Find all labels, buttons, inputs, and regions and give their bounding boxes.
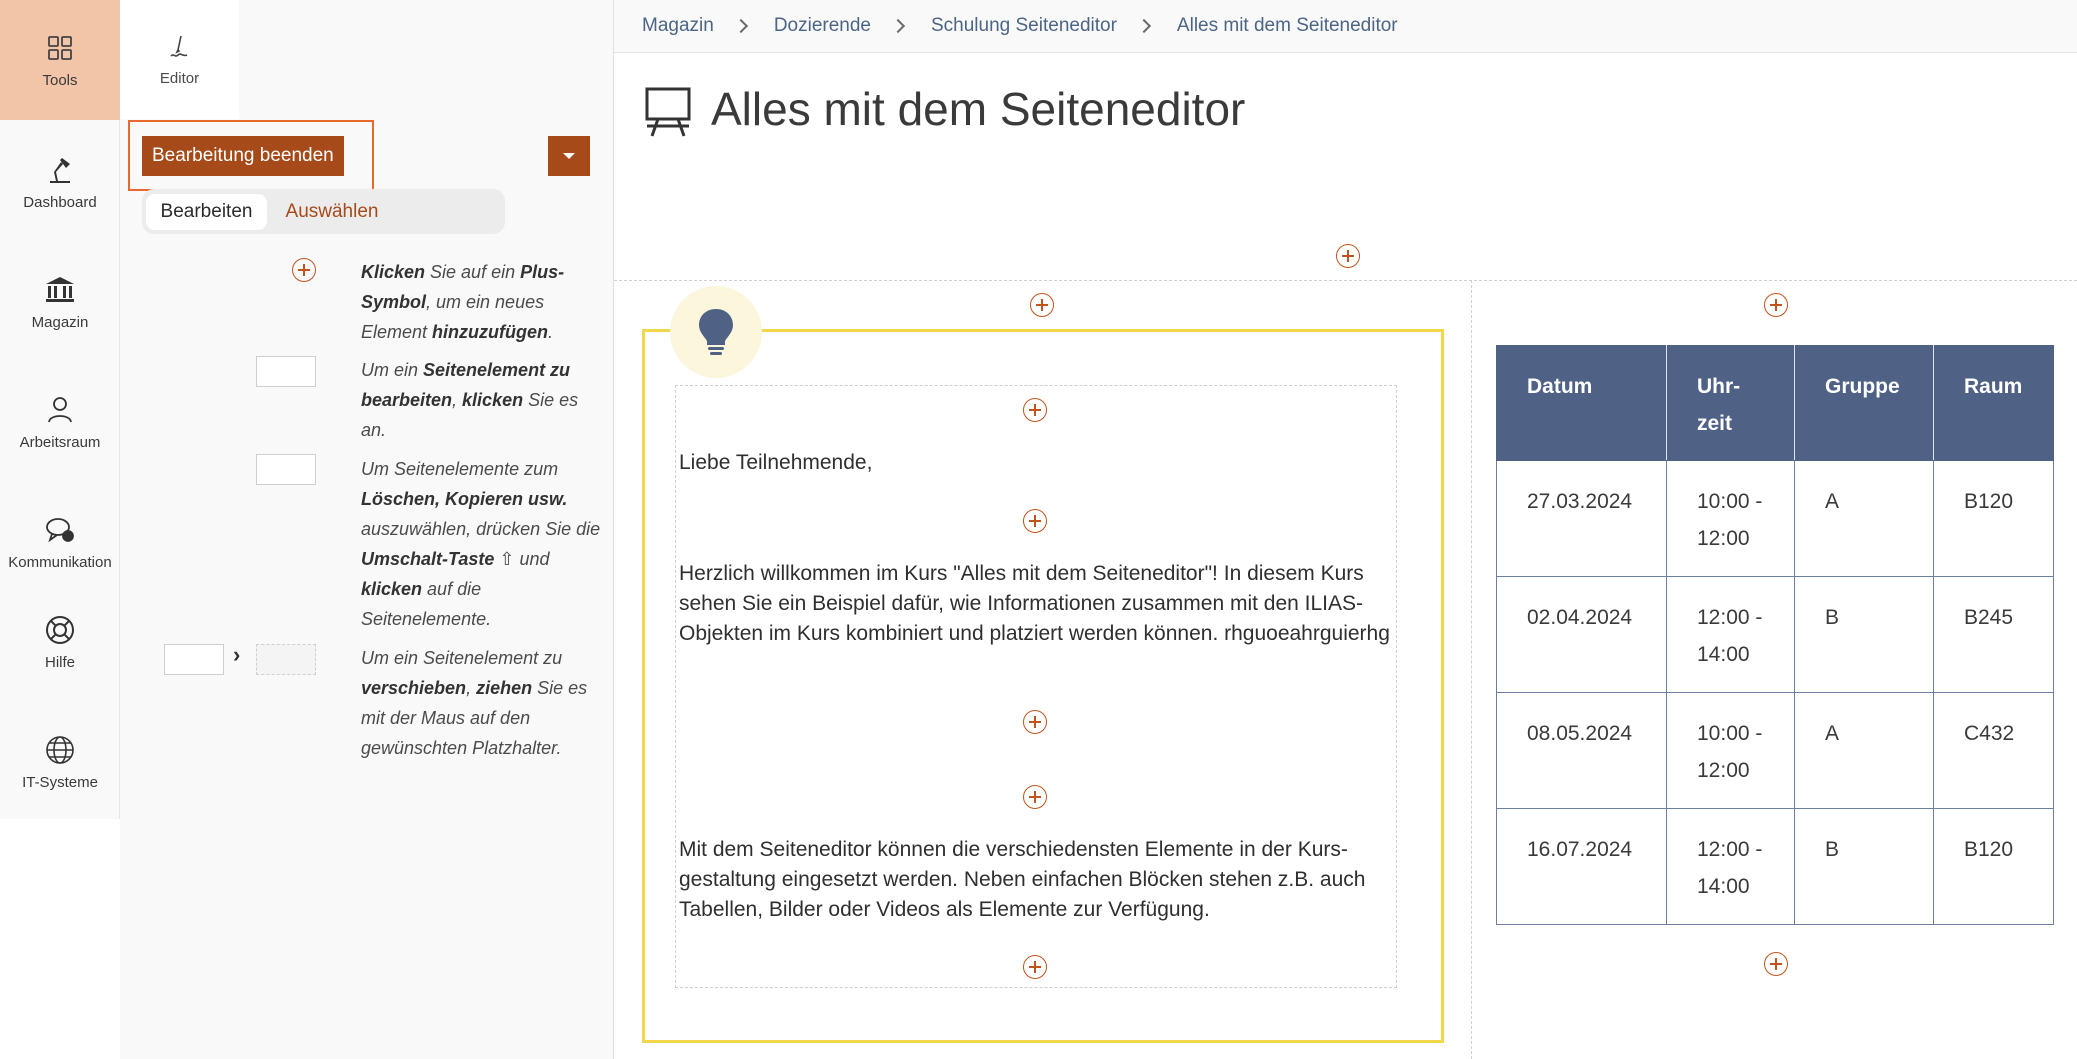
element-sample-icon: [256, 356, 316, 387]
table-header-row: [1497, 346, 2054, 461]
user-icon: [44, 394, 76, 426]
schedule-table[interactable]: [1496, 345, 2054, 925]
column-header: Raum: [1934, 346, 2054, 461]
table-cell: 10:00 - 12:00: [1667, 693, 1795, 809]
editor-menu-dropdown[interactable]: [548, 136, 590, 176]
table-cell: 08.05.2024: [1497, 693, 1667, 809]
add-plus-icon[interactable]: [1023, 509, 1047, 533]
breadcrumb-item[interactable]: Magazin: [642, 15, 714, 36]
breadcrumb-item[interactable]: Alles mit dem Seiteneditor: [1176, 15, 1398, 36]
table-cell: 10:00 - 12:00: [1667, 461, 1795, 577]
breadcrumb-item[interactable]: Dozierende: [773, 15, 871, 36]
globe-icon: [44, 734, 76, 766]
table-cell: B245: [1934, 577, 2054, 693]
mode-toggle: [142, 189, 505, 234]
grid-icon: [44, 32, 76, 64]
table-cell: B120: [1934, 809, 2054, 925]
paragraph[interactable]: Mit dem Seiteneditor können die verschiedensten Elemente in der Kurs-gestaltung eingesetzt werden. Neben einfachen Blöcken stehen z.B. auch Tabellen, Bilder oder Videos als Elemente zur Verfügung.: [679, 838, 1366, 921]
finish-editing-button[interactable]: Bearbeitung beenden: [142, 136, 344, 176]
paragraph[interactable]: Liebe Teilnehmende,: [679, 451, 873, 474]
caret-down-icon: [563, 153, 575, 159]
table-row: [1497, 809, 2054, 925]
chevron-right-icon: [1137, 19, 1151, 33]
column-header: Gruppe: [1795, 346, 1934, 461]
table-row: [1497, 461, 2054, 577]
table-cell: 12:00 - 14:00: [1667, 577, 1795, 693]
table-cell: 27.03.2024: [1497, 461, 1667, 577]
presentation-board-icon: [644, 86, 692, 138]
table-cell: A: [1795, 461, 1934, 577]
column-divider: [1471, 280, 1472, 1059]
table-cell: 02.04.2024: [1497, 577, 1667, 693]
main-bar-magazin[interactable]: [0, 242, 120, 362]
main-bar-label: Arbeitsraum: [19, 433, 101, 451]
placeholder-sample-icon: [256, 644, 316, 675]
main-bar-it-systeme[interactable]: [0, 702, 120, 822]
add-plus-icon[interactable]: [1764, 293, 1788, 317]
editor-slate: [120, 0, 614, 1059]
help-move-element: Um ein Seitenelement zu verschieben, ziehen Sie es mit der Maus auf den gewünschten Platzhalter.: [361, 648, 588, 758]
add-plus-icon[interactable]: [1023, 955, 1047, 979]
chevron-right-icon: [891, 19, 905, 33]
lightbulb-icon: [696, 307, 736, 357]
main-content: [614, 0, 2077, 1059]
main-bar-label: Kommunikation: [8, 553, 112, 571]
desk-lamp-icon: [44, 154, 76, 186]
bank-icon: [44, 274, 76, 306]
pen-signature-icon: [165, 32, 195, 62]
table-cell: B120: [1934, 461, 2054, 577]
tab-editor[interactable]: [120, 0, 239, 119]
add-plus-icon[interactable]: [1023, 398, 1047, 422]
main-bar-arbeitsraum[interactable]: [0, 362, 120, 482]
help-edit-element: Um ein Seitenelement zu bearbeiten, klicken Sie es an.: [361, 360, 579, 440]
main-bar-label: Magazin: [31, 313, 89, 331]
tab-editor-label: Editor: [159, 70, 200, 87]
main-bar-hilfe[interactable]: [0, 582, 120, 702]
main-bar: [0, 0, 120, 819]
chevron-right-icon: [734, 19, 748, 33]
table-cell: B: [1795, 577, 1934, 693]
mode-edit-button[interactable]: Bearbeiten: [146, 194, 267, 230]
main-bar-label: Dashboard: [23, 193, 97, 211]
mode-select-button[interactable]: Auswählen: [285, 200, 379, 222]
breadcrumb-item[interactable]: Schulung Seiteneditor: [931, 15, 1117, 36]
paragraph[interactable]: Herzlich willkommen im Kurs "Alles mit dem Seiteneditor"! In diesem Kurs sehen Sie ein Beispiel dafür, wie Informationen zusammen mit den ILIAS-Objekten im Kurs kombiniert und platziert werden können. rhguoeahrguierhg: [679, 562, 1390, 645]
main-bar-tools[interactable]: [0, 0, 120, 120]
column-header: Datum: [1497, 346, 1667, 461]
main-bar-dashboard[interactable]: [0, 122, 120, 242]
column-header: Uhr-zeit: [1667, 346, 1795, 461]
table-cell: C432: [1934, 693, 2054, 809]
help-select-elements: Um Seitenelemente zum Löschen, Kopieren usw. auszuwählen, drücken Sie die Umschalt-Taste ⇧ und klicken auf die Seitenelemente.: [361, 459, 601, 629]
add-plus-icon[interactable]: [1030, 293, 1054, 317]
add-plus-icon: [292, 258, 316, 282]
add-plus-icon[interactable]: [1023, 785, 1047, 809]
grid-outline: [614, 280, 2077, 281]
table-cell: 16.07.2024: [1497, 809, 1667, 925]
add-plus-icon[interactable]: [1764, 952, 1788, 976]
table-row: [1497, 577, 2054, 693]
help-add-element: Klicken Sie auf ein Plus-Symbol, um ein neues Element hinzuzufügen.: [361, 262, 565, 342]
page-title: Alles mit dem Seiteneditor: [711, 83, 1246, 135]
breadcrumb: [614, 0, 2077, 53]
table-cell: A: [1795, 693, 1934, 809]
lifebuoy-icon: [44, 614, 76, 646]
main-bar-label: IT-Systeme: [22, 773, 98, 791]
chat-icon: [44, 514, 76, 546]
element-sample-icon: [164, 644, 224, 675]
table-row: [1497, 693, 2054, 809]
element-sample-icon: [256, 454, 316, 485]
main-bar-label: Tools: [42, 71, 78, 89]
add-plus-icon[interactable]: [1023, 710, 1047, 734]
chevron-right-icon: ›: [233, 642, 241, 667]
main-bar-label: Hilfe: [44, 653, 75, 671]
add-plus-icon[interactable]: [1336, 244, 1360, 268]
table-cell: 12:00 - 14:00: [1667, 809, 1795, 925]
table-cell: B: [1795, 809, 1934, 925]
lightbulb-badge: [670, 286, 762, 378]
